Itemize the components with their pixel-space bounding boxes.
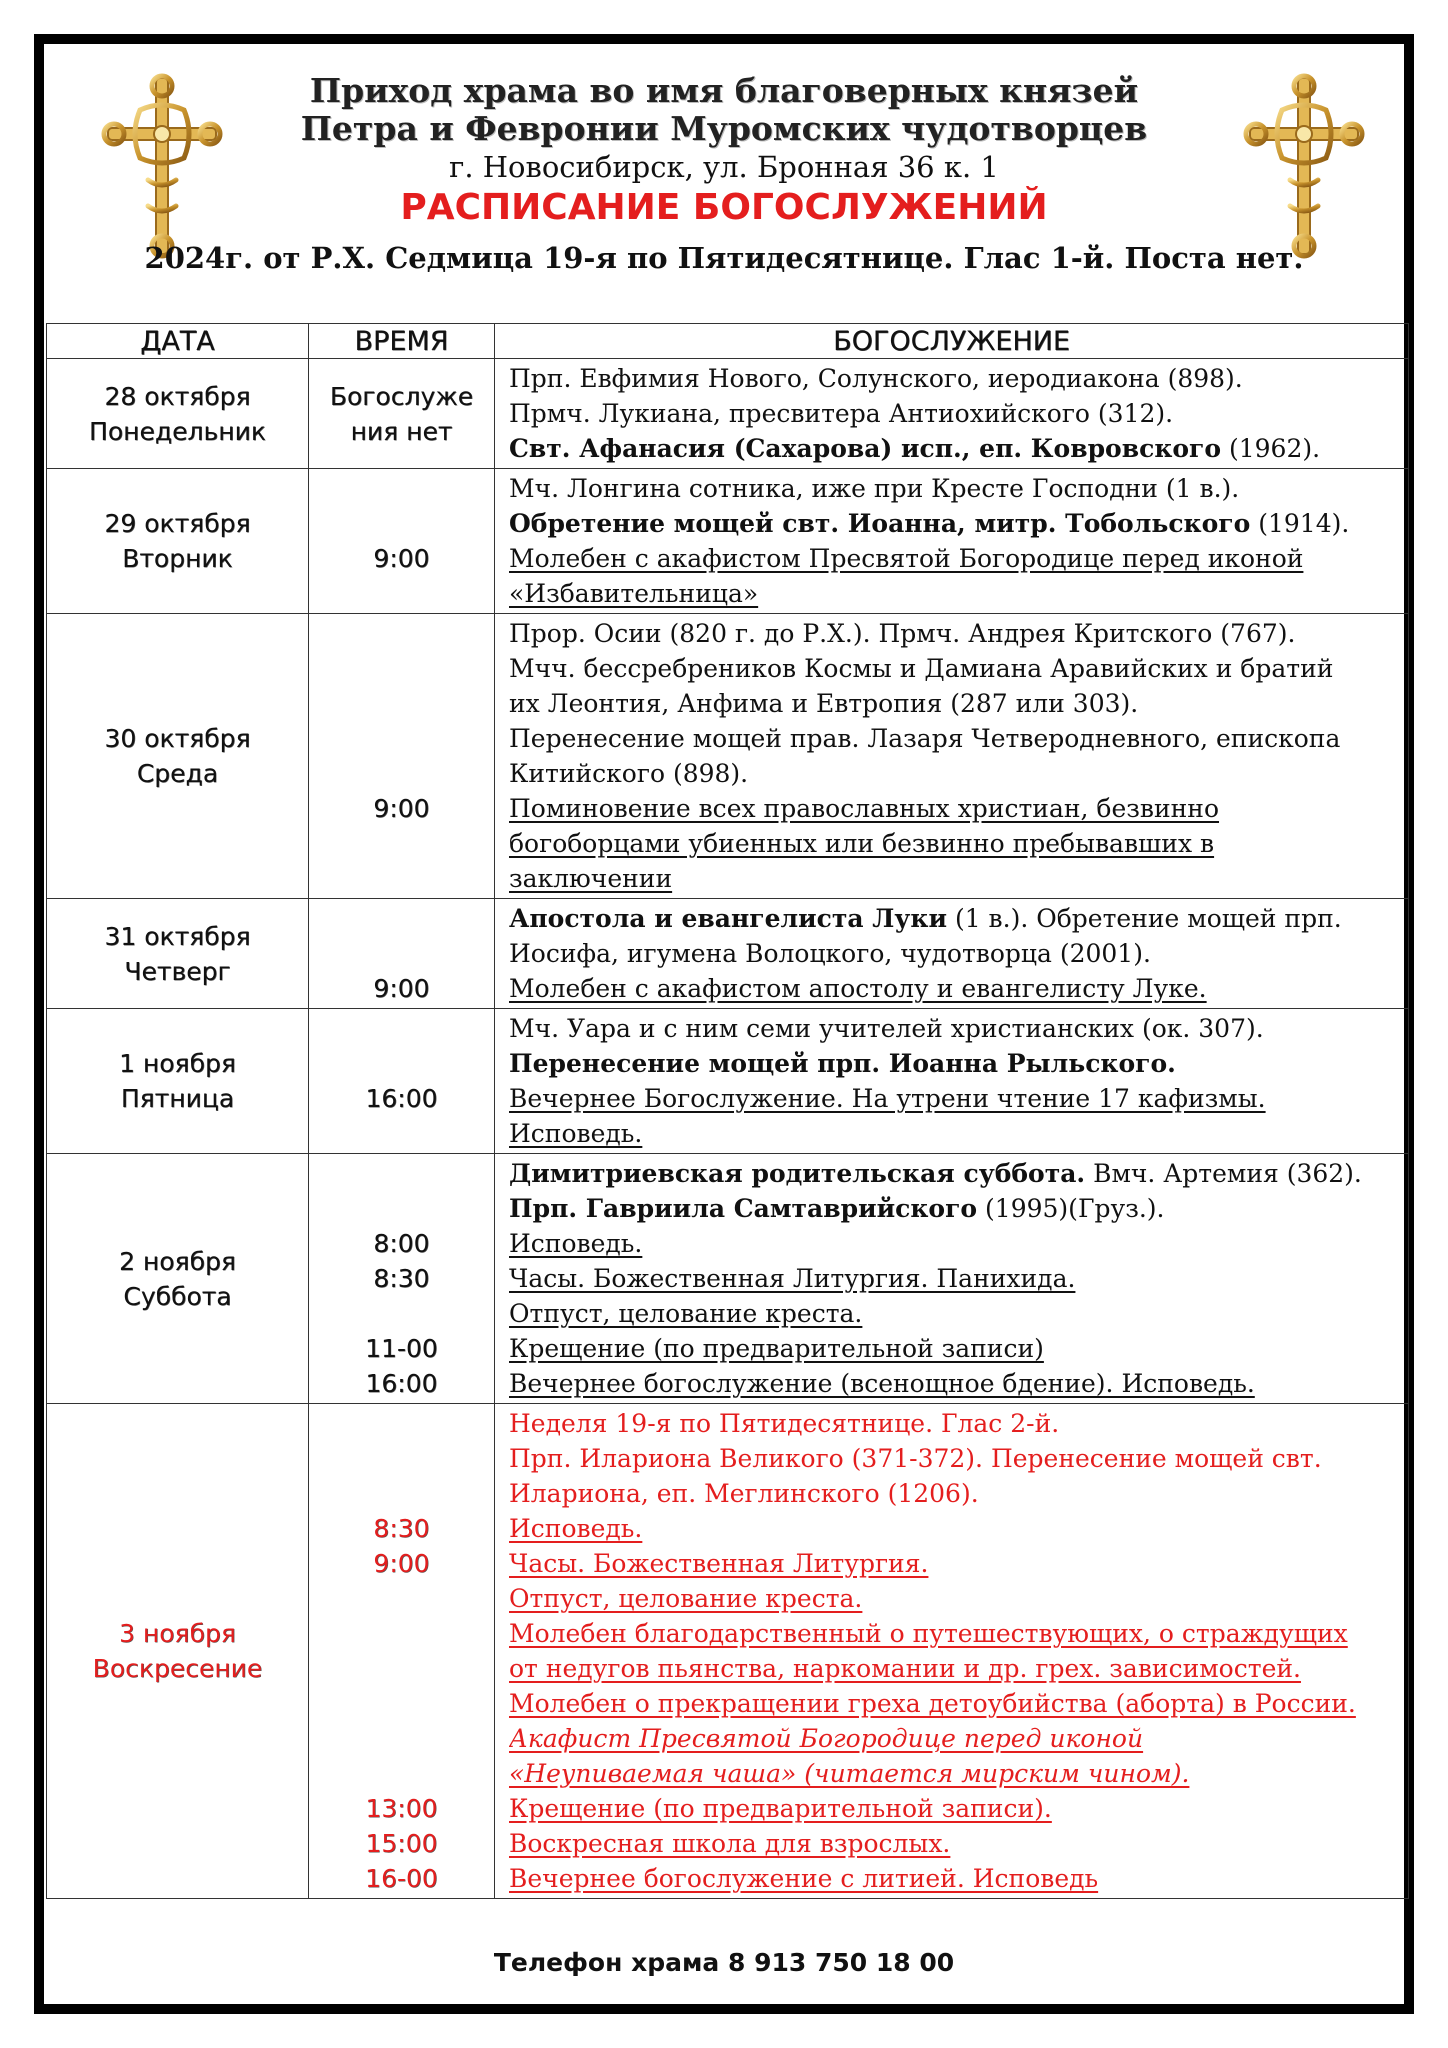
time-value — [309, 1476, 494, 1511]
service-line — [509, 721, 1398, 756]
time-value — [309, 1756, 494, 1791]
service-text: Прмч. Лукиана, пресвитера Антиохийского (312). — [509, 399, 1174, 428]
service-text: Часы. Божественная Литургия. — [509, 1549, 929, 1578]
time-value — [309, 1441, 494, 1476]
service-line — [509, 616, 1398, 651]
service-text: Прп. Гавриила Самтаврийского — [509, 1194, 978, 1223]
time-value — [309, 686, 494, 721]
service-text: Вечернее богослужение с литией. Исповедь — [509, 1864, 1099, 1893]
date-cell — [47, 469, 309, 614]
service-cell — [495, 614, 1409, 899]
time-value — [309, 1686, 494, 1721]
service-line — [509, 1366, 1398, 1401]
service-line — [509, 1721, 1398, 1756]
weekday-label: Пятница — [120, 1084, 235, 1113]
date-label: 30 октября — [104, 724, 251, 753]
service-text: (1914). — [1250, 509, 1350, 538]
date-label: 29 октября — [104, 509, 251, 538]
service-line — [509, 971, 1398, 1006]
service-line — [509, 1826, 1398, 1861]
service-text: (1962). — [1221, 434, 1321, 463]
service-line — [509, 1081, 1398, 1116]
service-line — [509, 826, 1398, 861]
service-text: Вечернее Богослужение. На утрени чтение 17 кафизмы. — [509, 1084, 1266, 1113]
time-value: 9:00 — [373, 974, 430, 1003]
service-line — [509, 1046, 1398, 1081]
service-text: Прор. Осии (820 г. до Р.Х.). Прмч. Андрея Критского (767). — [509, 619, 1296, 648]
table-header-row — [47, 324, 1409, 359]
service-line — [509, 861, 1398, 896]
parish-name-line2: Петра и Февронии Муромских чудотворцев — [300, 109, 1148, 148]
service-line — [509, 361, 1398, 396]
service-text: Перенесение мощей прп. Иоанна Рыльского. — [509, 1049, 1176, 1078]
time-cell — [309, 359, 495, 469]
service-cell — [495, 1009, 1409, 1154]
table-row — [47, 359, 1409, 469]
service-line — [509, 1511, 1398, 1546]
service-line — [509, 791, 1398, 826]
date-cell — [47, 1009, 309, 1154]
service-line — [509, 541, 1398, 576]
service-line — [509, 1441, 1398, 1476]
time-value: 16:00 — [365, 1084, 438, 1113]
service-text: Воскресная школа для взрослых. — [509, 1829, 951, 1858]
service-line — [509, 1756, 1398, 1791]
table-row — [47, 1154, 1409, 1404]
service-line — [509, 1791, 1398, 1826]
date-cell — [47, 899, 309, 1009]
service-line — [509, 1011, 1398, 1046]
time-value — [309, 1046, 494, 1081]
service-line — [509, 471, 1398, 506]
service-cell — [495, 1154, 1409, 1404]
service-line — [509, 1296, 1398, 1331]
service-cell — [495, 899, 1409, 1009]
time-cell — [309, 1404, 495, 1899]
service-line — [509, 1406, 1398, 1441]
service-text: Крещение (по предварительной записи) — [509, 1334, 1044, 1363]
service-text: Прп. Илариона Великого (371-372). Перенесение мощей свт. — [509, 1444, 1322, 1473]
service-line — [509, 1476, 1398, 1511]
time-value — [309, 826, 494, 861]
date-label: 1 ноября — [119, 1049, 236, 1078]
table-row — [47, 1009, 1409, 1154]
service-text: от недугов пьянства, наркомании и др. грех. зависимостей. — [509, 1654, 1301, 1683]
parish-name-line1: Приход храма во имя благоверных князей — [309, 71, 1139, 110]
service-text: богоборцами убиенных или безвинно пребывавших в — [509, 829, 1215, 858]
schedule-body — [47, 359, 1409, 1899]
date-label: 2 ноября — [119, 1246, 236, 1276]
service-text: Отпуст, целование креста. — [509, 1299, 863, 1328]
service-text: (1995)(Груз.). — [977, 1194, 1165, 1223]
service-cell — [495, 469, 1409, 614]
time-value: 8:00 — [373, 1229, 430, 1258]
time-value — [309, 721, 494, 756]
time-value — [309, 1156, 494, 1191]
date-cell — [47, 614, 309, 899]
service-line — [509, 651, 1398, 686]
time-value: 9:00 — [373, 1549, 430, 1578]
service-line — [509, 1581, 1398, 1616]
service-text: Китийского (898). — [509, 759, 749, 788]
date-label: 31 октября — [104, 921, 251, 951]
time-value: 16:00 — [365, 1369, 438, 1398]
date-cell — [47, 359, 309, 469]
service-cell — [495, 359, 1409, 469]
time-value — [309, 1406, 494, 1441]
time-value: 8:30 — [373, 1264, 430, 1293]
time-cell — [309, 469, 495, 614]
parish-address: г. Новосибирск, ул. Бронная 36 к. 1 — [449, 150, 999, 184]
time-value: 8:30 — [373, 1514, 430, 1543]
time-value — [309, 756, 494, 791]
time-value — [309, 506, 494, 541]
service-line — [509, 1191, 1398, 1226]
table-row — [47, 469, 1409, 614]
time-value: ния нет — [350, 416, 453, 446]
time-value: 13:00 — [365, 1794, 438, 1823]
time-value: 15:00 — [365, 1829, 438, 1858]
service-text: Поминовение всех православных христиан, безвинно — [509, 794, 1220, 823]
service-text: Иосифа, игумена Волоцкого, чудотворца (2001). — [509, 939, 1151, 968]
weekday-label: Вторник — [122, 544, 233, 573]
page-subtitle: 2024г. от Р.Х. Седмица 19-я по Пятидесятнице. Глас 1-й. Поста нет. — [144, 241, 1304, 275]
time-value — [309, 1616, 494, 1651]
service-text: Прп. Евфимия Нового, Солунского, иеродиакона (898). — [509, 364, 1243, 393]
time-value — [309, 576, 494, 611]
service-text: Молебен с акафистом апостолу и евангелисту Луке. — [509, 974, 1207, 1003]
service-line — [509, 396, 1398, 431]
column-header-date: ДАТА — [47, 324, 309, 359]
date-label: 3 ноября — [119, 1619, 236, 1648]
service-text: Исповедь. — [509, 1119, 643, 1148]
time-value — [309, 616, 494, 651]
time-value: 9:00 — [373, 794, 430, 823]
time-value: 16-00 — [365, 1864, 438, 1893]
weekday-label: Понедельник — [89, 416, 266, 446]
service-text: Исповедь. — [509, 1229, 643, 1258]
service-text: (1 в.). Обретение мощей прп. — [947, 904, 1342, 933]
time-value — [309, 901, 494, 936]
service-line — [509, 686, 1398, 721]
schedule-table — [46, 323, 1409, 1899]
service-line — [509, 1331, 1398, 1366]
time-value — [309, 936, 494, 971]
service-text: Крещение (по предварительной записи). — [509, 1794, 1052, 1823]
service-text: Апостола и евангелиста Луки — [509, 904, 947, 933]
time-value — [309, 1296, 494, 1331]
table-row — [47, 1404, 1409, 1899]
column-header-time: ВРЕМЯ — [309, 324, 495, 359]
service-line — [509, 1116, 1398, 1151]
service-line — [509, 576, 1398, 611]
service-text: «Неупиваемая чаша» (читается мирским чином). — [509, 1759, 1190, 1788]
time-value — [309, 1581, 494, 1616]
service-text: Перенесение мощей прав. Лазаря Четверодневного, епископа — [509, 724, 1341, 753]
time-value — [309, 861, 494, 896]
service-text: Свт. Афанасия (Сахарова) исп., еп. Ковровского — [509, 434, 1222, 463]
weekday-label: Суббота — [123, 1281, 232, 1311]
service-line — [509, 1616, 1398, 1651]
service-text: Молебен с акафистом Пресвятой Богородице перед иконой — [509, 544, 1304, 573]
service-text: Неделя 19-я по Пятидесятнице. Глас 2-й. — [509, 1409, 1060, 1438]
service-text: Обретение мощей свт. Иоанна, митр. Тобольского — [509, 509, 1251, 538]
service-text: Вмч. Артемия (362). — [1085, 1159, 1362, 1188]
date-cell — [47, 1404, 309, 1899]
service-line — [509, 1686, 1398, 1721]
service-text: Мч. Лонгина сотника, иже при Кресте Господни (1 в.). — [509, 474, 1240, 503]
date-label: 28 октября — [104, 381, 251, 411]
time-cell — [309, 1154, 495, 1404]
time-value — [309, 1116, 494, 1151]
time-cell — [309, 1009, 495, 1154]
service-line — [509, 756, 1398, 791]
time-value — [309, 1011, 494, 1046]
service-text: их Леонтия, Анфима и Евтропия (287 или 303). — [509, 689, 1139, 718]
weekday-label: Среда — [136, 759, 219, 788]
service-line — [509, 1261, 1398, 1296]
service-text: Часы. Божественная Литургия. Панихида. — [509, 1264, 1076, 1293]
time-value: Богослуже — [329, 381, 474, 411]
service-line — [509, 936, 1398, 971]
service-text: Вечернее богослужение (всенощное бдение). Исповедь. — [509, 1369, 1255, 1398]
service-text: заключении — [509, 864, 673, 893]
time-cell — [309, 899, 495, 1009]
column-header-service: БОГОСЛУЖЕНИЕ — [495, 324, 1409, 359]
time-value — [309, 471, 494, 506]
time-value — [309, 1651, 494, 1686]
service-line — [509, 1651, 1398, 1686]
service-text: Мч. Уара и с ним семи учителей христианских (ок. 307). — [509, 1014, 1264, 1043]
service-text: Илариона, еп. Меглинского (1206). — [509, 1479, 979, 1508]
time-value: 9:00 — [373, 544, 430, 573]
time-cell — [309, 614, 495, 899]
service-cell — [495, 1404, 1409, 1899]
service-line — [509, 1226, 1398, 1261]
time-value — [309, 1191, 494, 1226]
date-cell — [47, 1154, 309, 1404]
table-row — [47, 614, 1409, 899]
service-text: Димитриевская родительская суббота. — [509, 1159, 1086, 1188]
service-line — [509, 1861, 1398, 1896]
service-line — [509, 901, 1398, 936]
service-text: Исповедь. — [509, 1514, 643, 1543]
service-text: «Избавительница» — [509, 579, 759, 608]
church-phone: Телефон храма 8 913 750 18 00 — [493, 1948, 955, 1977]
table-row — [47, 899, 1409, 1009]
service-line — [509, 1546, 1398, 1581]
service-text: Отпуст, целование креста. — [509, 1584, 863, 1613]
service-line — [509, 1156, 1398, 1191]
time-value — [309, 1721, 494, 1756]
service-line — [509, 506, 1398, 541]
service-text: Молебен о прекращении греха детоубийства (аборта) в России. — [509, 1689, 1356, 1718]
weekday-label: Четверг — [124, 956, 231, 986]
time-value — [309, 651, 494, 686]
service-text: Молебен благодарственный о путешествующих, о страждущих — [509, 1619, 1348, 1648]
weekday-label: Воскресение — [92, 1654, 263, 1683]
service-text: Акафист Пресвятой Богородице перед иконой — [509, 1724, 1144, 1753]
time-value: 11-00 — [365, 1334, 438, 1363]
header — [44, 72, 1404, 278]
service-line — [509, 431, 1398, 466]
page-title: РАСПИСАНИЕ БОГОСЛУЖЕНИЙ — [400, 187, 1048, 228]
service-text: Мчч. бессребреников Космы и Дамиана Аравийских и братий — [509, 654, 1334, 683]
